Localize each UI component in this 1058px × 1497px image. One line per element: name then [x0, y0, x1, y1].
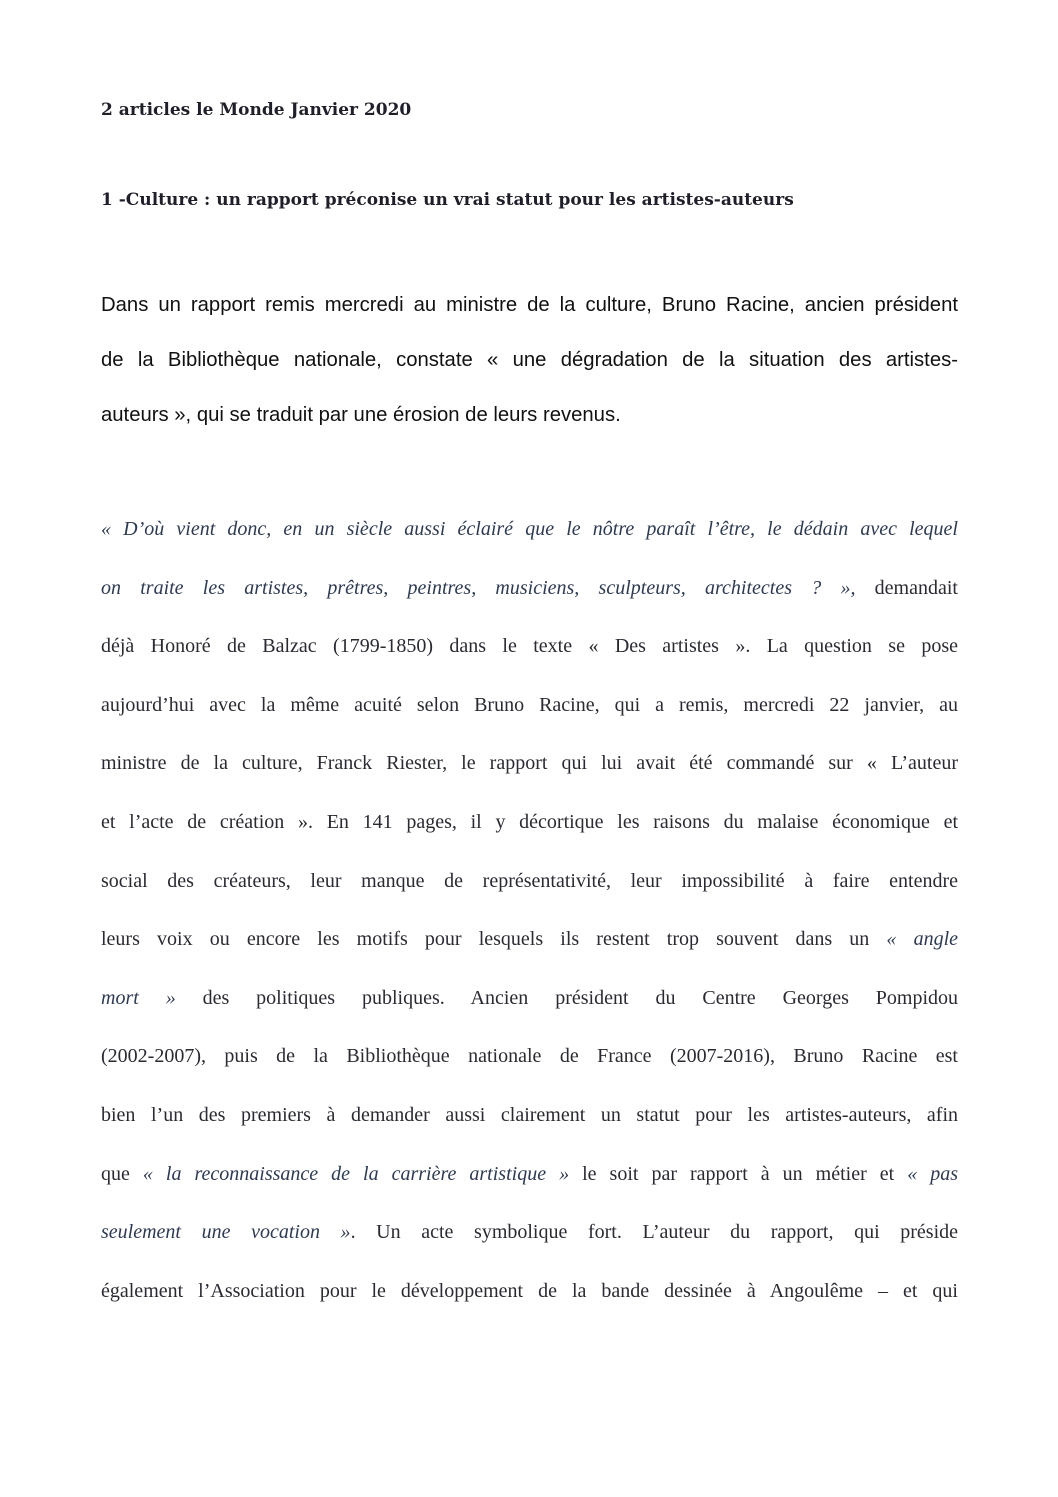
body-text-segment: que	[101, 1162, 143, 1185]
body-line	[101, 1203, 958, 1262]
lead-line: auteurs », qui se traduit par une érosion de leurs revenus.	[101, 404, 621, 426]
body-line	[101, 559, 958, 618]
article-body	[101, 500, 958, 1320]
body-line: déjà Honoré de Balzac (1799-1850) dans le texte « Des artistes ». La question se pose	[101, 635, 958, 658]
body-line	[101, 500, 958, 559]
body-text-segment: leurs voix ou encore les motifs pour lesquels ils restent trop souvent dans un	[101, 928, 887, 951]
lead-line: Dans un rapport remis mercredi au ministre de la culture, Bruno Racine, ancien président	[101, 294, 958, 316]
body-line: social des créateurs, leur manque de représentativité, leur impossibilité à faire entendre	[101, 869, 958, 892]
article-lead	[101, 278, 958, 443]
angle-mort-quote-end: mort »	[101, 986, 176, 1009]
angle-mort-quote: « angle	[886, 928, 958, 951]
document-title: 2 articles le Monde Janvier 2020	[101, 100, 412, 120]
body-line: bien l’un des premiers à demander aussi clairement un statut pour les artistes-auteurs, afin	[101, 1103, 958, 1126]
body-line: aujourd’hui avec la même acuité selon Bruno Racine, qui a remis, mercredi 22 janvier, au	[101, 693, 958, 716]
balzac-quote: « D’où vient donc, en un siècle aussi éclairé que le nôtre paraît l’être, le dédain avec lequel	[101, 518, 958, 540]
body-line: également l’Association pour le développement de la bande dessinée à Angoulême – et qui	[101, 1279, 958, 1302]
body-text-segment: . Un acte symbolique fort. L’auteur du rapport, qui préside	[350, 1221, 958, 1244]
body-text-segment: des politiques publiques. Ancien président du Centre Georges Pompidou	[175, 986, 958, 1009]
body-text-segment: le soit par rapport à un métier et	[569, 1162, 908, 1185]
lead-line: de la Bibliothèque nationale, constate « une dégradation de la situation des artistes-	[101, 349, 958, 371]
vocation-quote: « pas	[907, 1162, 958, 1185]
body-line	[101, 1145, 958, 1204]
body-text-segment: demandait	[855, 576, 958, 599]
article-heading: 1 -Culture : un rapport préconise un vrai statut pour les artistes-auteurs	[101, 190, 794, 210]
body-line	[101, 910, 958, 969]
body-line: ministre de la culture, Franck Riester, le rapport qui lui avait été commandé sur « L’auteur	[101, 752, 958, 775]
reconnaissance-quote: « la reconnaissance de la carrière artistique »	[142, 1162, 570, 1185]
vocation-quote-end: seulement une vocation »	[101, 1221, 351, 1244]
balzac-quote-end: on traite les artistes, prêtres, peintres, musiciens, sculpteurs, architectes ? »,	[101, 576, 856, 599]
body-line: (2002-2007), puis de la Bibliothèque nationale de France (2007-2016), Bruno Racine est	[101, 1045, 958, 1068]
body-line: et l’acte de création ». En 141 pages, il y décortique les raisons du malaise économique et	[101, 810, 958, 833]
body-line	[101, 969, 958, 1028]
